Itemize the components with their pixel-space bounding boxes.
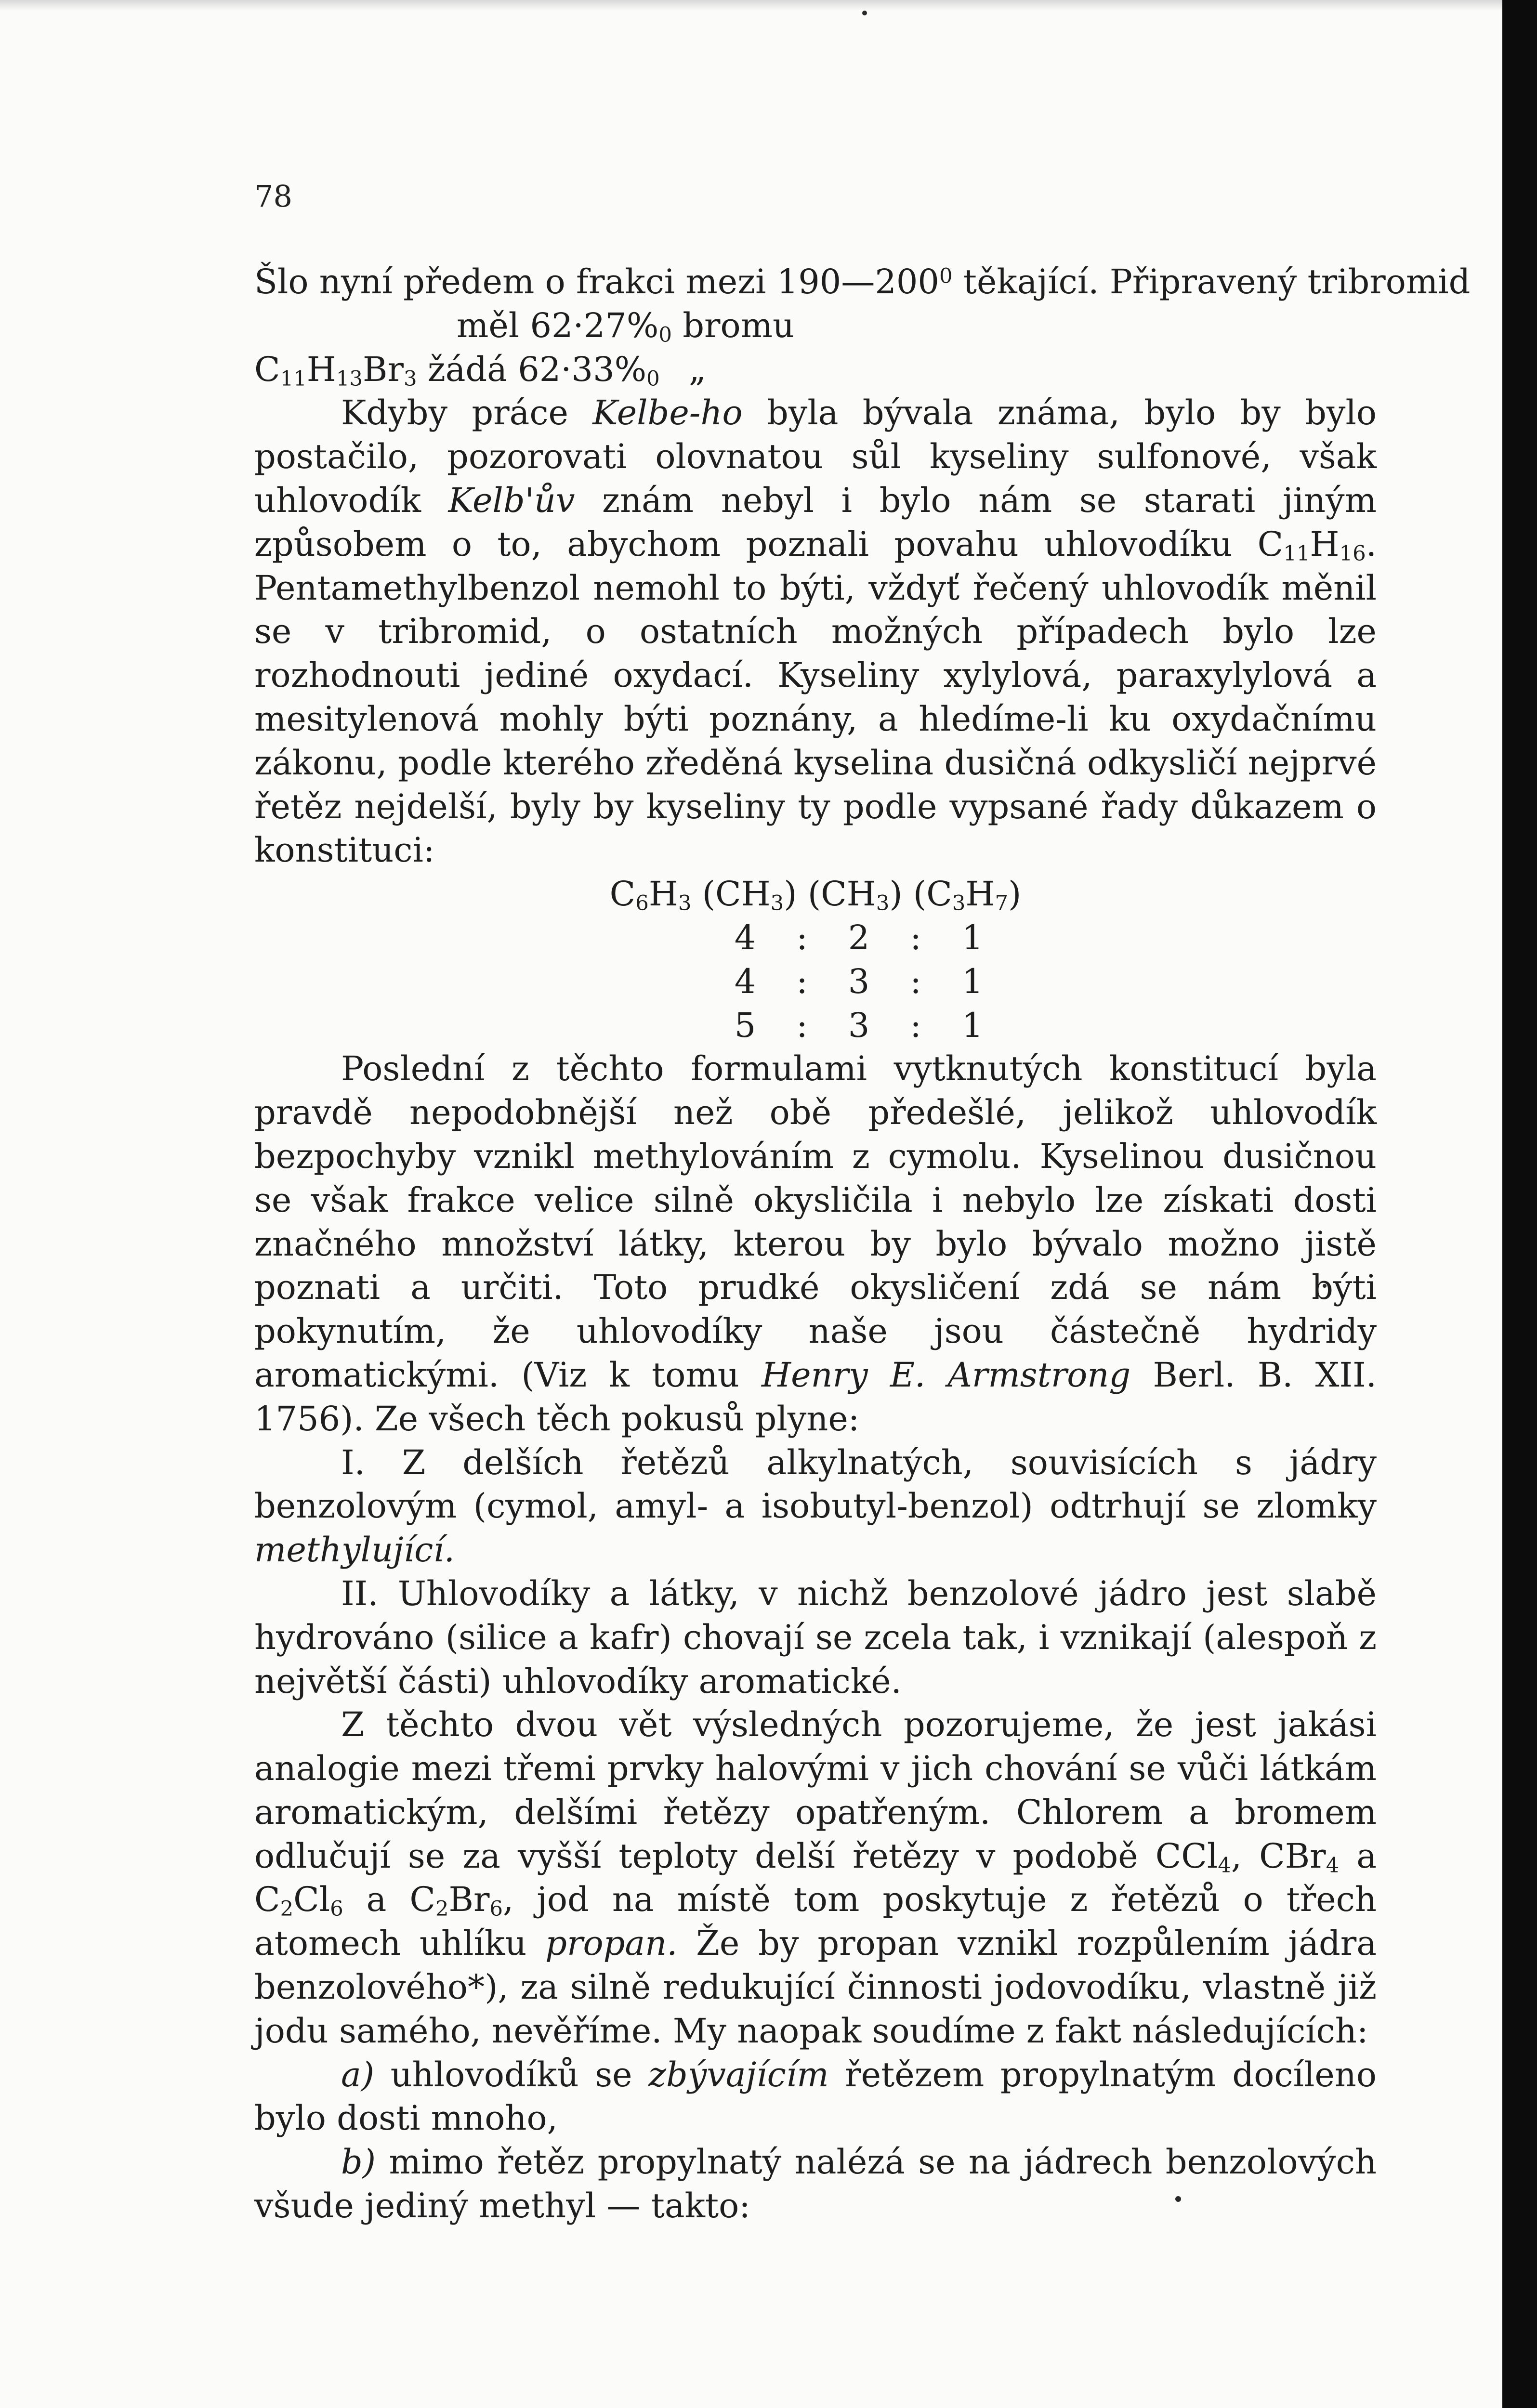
paragraph: a) uhlovodíků se zbývajícím řetězem propylnatým docíleno bylo dosti mnoho, [254,2055,1377,2138]
body-text [254,260,1471,2228]
scan-right-edge [1502,0,1537,2408]
text-line: měl $62\cdot 27\%_0$ bromu [457,305,795,347]
paragraph: I. Z delších řetězů alkylnatých, souvisících s jádry benzolovým (cymol, amyl- a isobutyl-benzol) odtrhují se zlomky methylující. [254,1442,1377,1570]
ratio-row: 4 : 3 : 1 [734,961,984,1001]
paragraph: Poslední z těchto formulami vytknutých konstitucí byla pravdě nepodobnější než obě předešlé, jelikož uhlovodík bezpochyby vznikl methylováním z cymolu. Kyselinou dusičnou se však frakce velice silně okysličila i nebylo lze získati dosti značného množství látky, kterou by bylo bývalo možno jistě poznati a určiti. Toto prudké okysličení zdá se nám býti pokynutím, že uhlovodíky naše jsou částečně hydridy aromatickými. (Viz k tomu Henry E. Armstrong Berl. B. XII. 1756). Ze všech těch pokusů plyne: [254,1049,1377,1439]
scan-speck [862,11,867,15]
paragraph: Kdyby práce Kelbe-ho byla bývala známa, bylo by bylo postačilo, pozorovati olovnatou sůl kyseliny sulfonové, však uhlovodík Kelb'ův znám nebyl i bylo nám se starati jiným způsobem o to, abychom poznali povahu uhlovodíku $C_{11}H_{16}$. Pentamethylbenzol nemohl to býti, vždyť řečený uhlovodík měnil se v tribromid, o ostatních možných případech bylo lze rozhodnouti jediné oxydací. Kyseliny xylylová, paraxylylová a mesitylenová mohly býti poznány, a hledíme-li ku oxydačnímu zákonu, podle kterého zředěná kyselina dusičná odkysličí nejprvé řetěz nejdelší, byly by kyseliny ty podle vypsané řady důkazem o konstituci: [254,393,1377,870]
paragraph: II. Uhlovodíky a látky, v nichž benzolové jádro jest slabě hydrováno (silice a kafr) chovají se zcela tak, i vznikají (alespoň z největší části) uhlovodíky aromatické. [254,1573,1377,1701]
paragraph: Z těchto dvou vět výsledných pozorujeme, že jest jakási analogie mezi třemi prvky halovými v jich chování se vůči látkám aromatickým, delšími řetězy opatřeným. Chlorem a bromem odlučují se za vyšší teploty delší řetězy v podobě CCl$_4$, CBr$_4$ a $C_2Cl_6$ a $C_2Br_6$, jod na místě tom poskytuje z řetězů o třech atomech uhlíku propan. Že by propan vznikl rozpůlením jádra benzolového*), za silně redukující činnosti jodovodíku, vlastně již jodu samého, nevěříme. My naopak soudíme z fakt následujících: [254,1705,1377,2051]
text-line: Šlo nyní předem o frakci mezi $190—200^0$ těkající. Připravený tribromid [254,262,1471,301]
formula: $C_6H_3$ $(CH_3)$ $(CH_3)$ $(C_3H_7)$ [609,874,1022,916]
text-line: $C_{11}H_{13}Br_3$ žádá $62\cdot 33\%_0$ „ [254,349,707,391]
paragraph: b) mimo řetěz propylnatý nalézá se na jádrech benzolových všude jediný methyl — takto: [254,2142,1377,2226]
ratio-row: 4 : 2 : 1 [734,917,984,957]
scan-top-shadow [0,0,1537,11]
page-number: 78 [254,179,292,214]
ratio-row: 5 : 3 : 1 [734,1005,984,1045]
